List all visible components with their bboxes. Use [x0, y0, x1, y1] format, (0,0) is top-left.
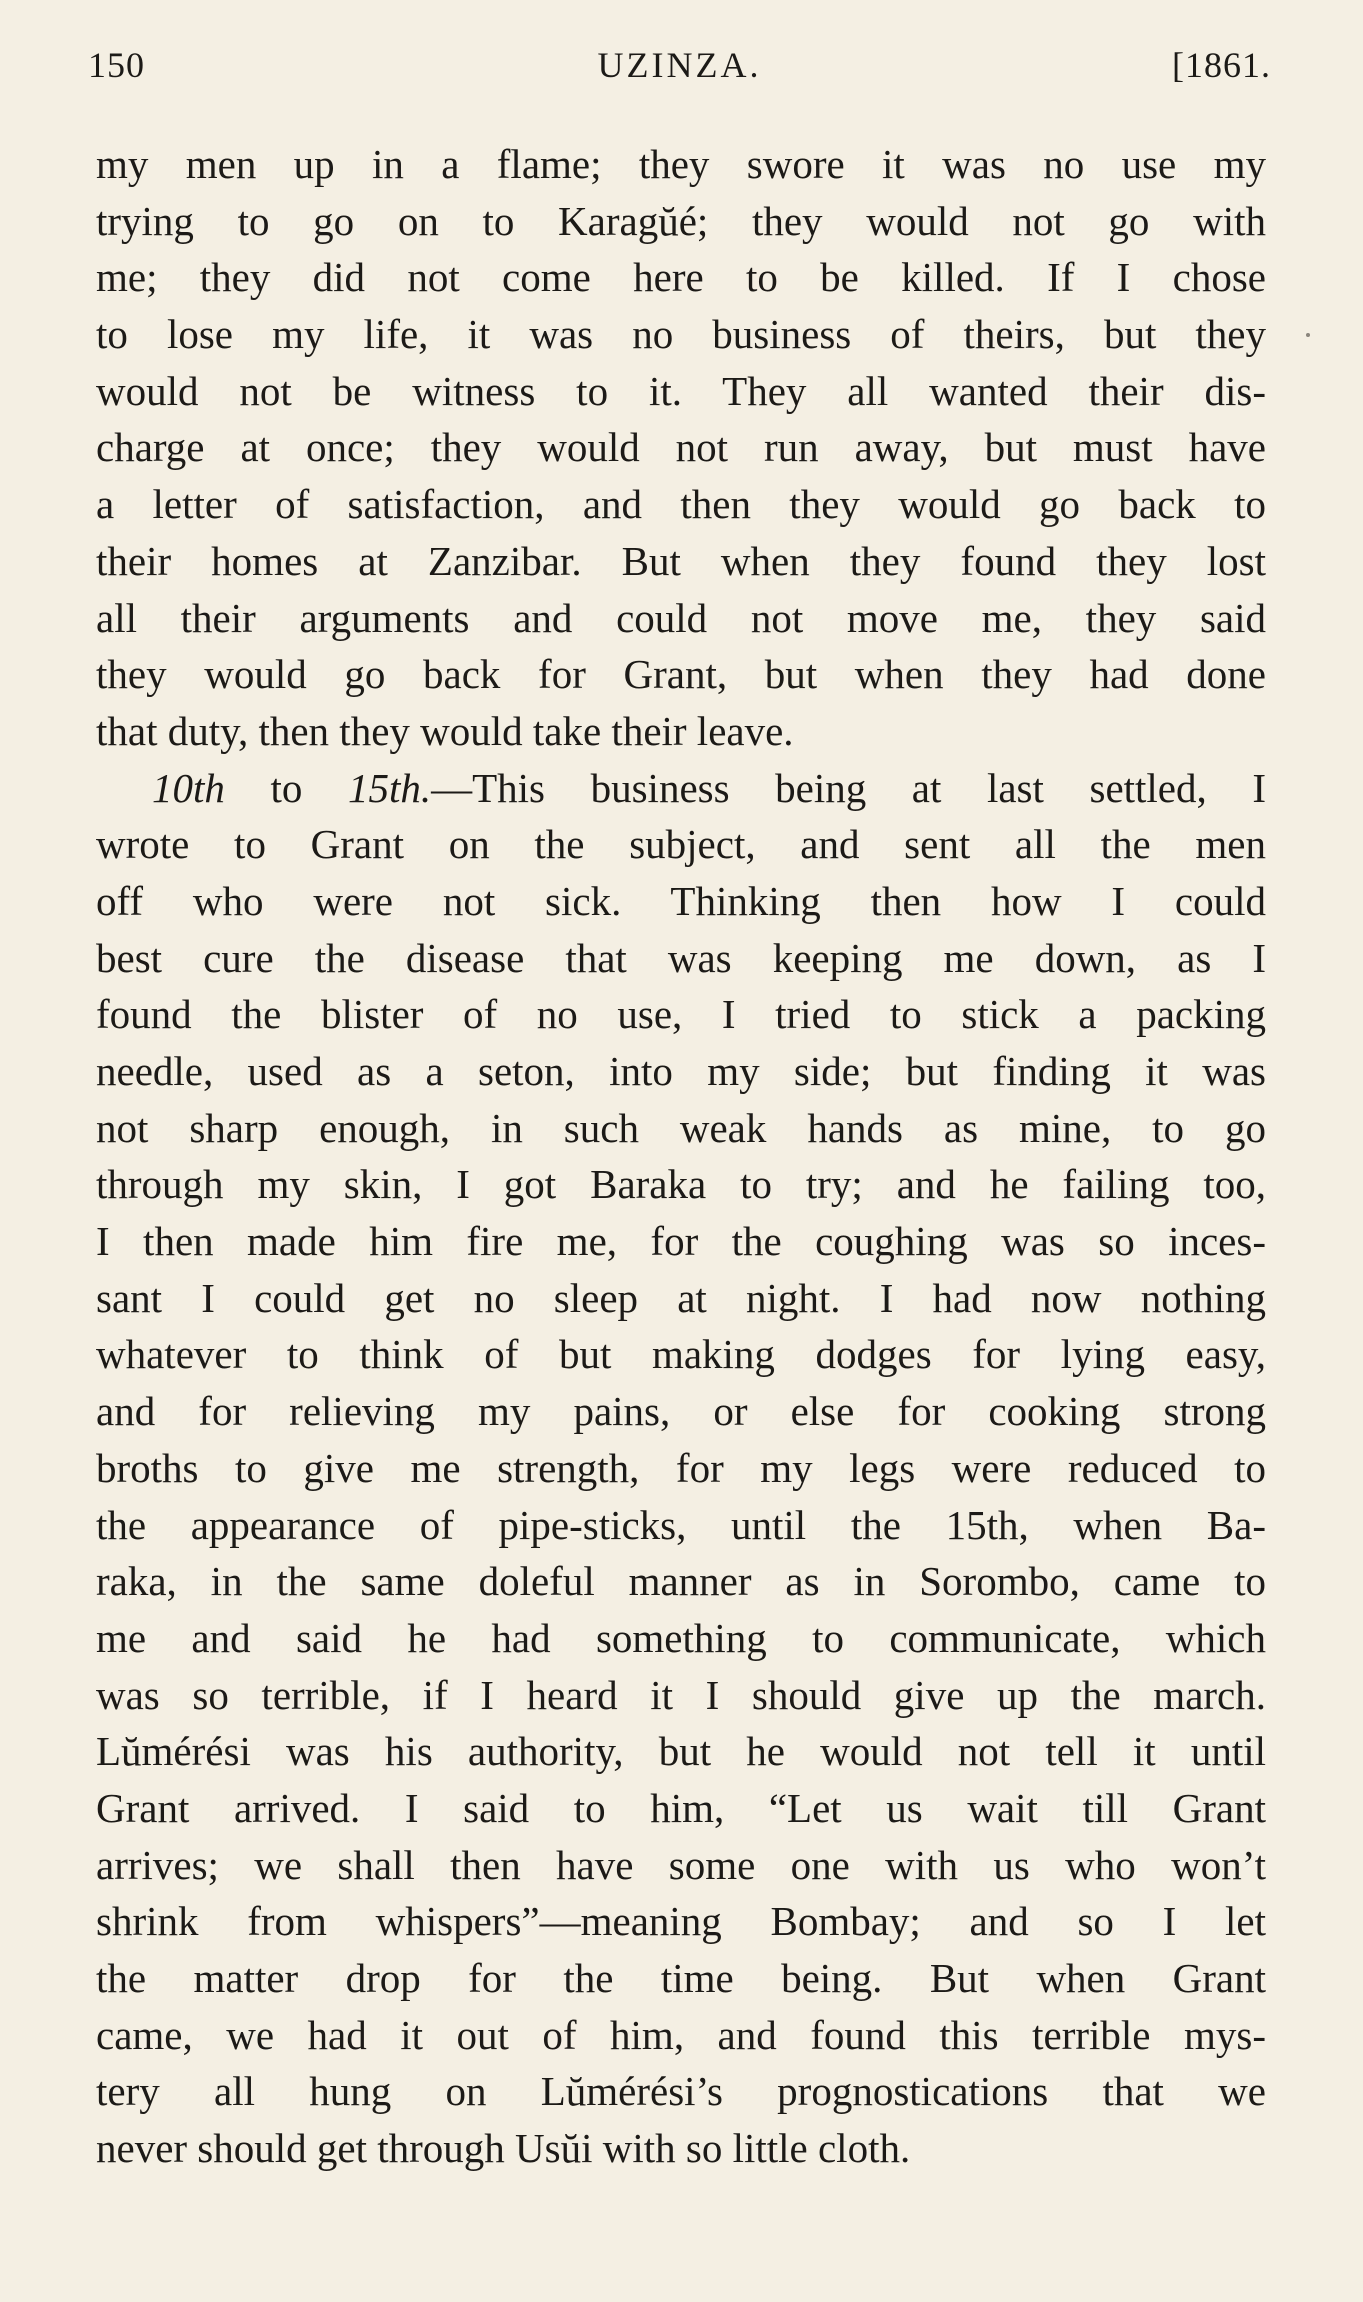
text-line: would not be witness to it. They all wanted their dis-	[96, 367, 1266, 414]
text-line: through my skin, I got Baraka to try; and he failing too,	[96, 1161, 1266, 1208]
running-title: UZINZA.	[597, 45, 762, 85]
text-line: me and said he had something to communicate, which	[96, 1614, 1266, 1661]
text-line: and for relieving my pains, or else for cooking strong	[96, 1388, 1266, 1435]
paragraph-start-line	[96, 760, 1266, 817]
text-line: arrives; we shall then have some one with us who won’t	[96, 1841, 1266, 1888]
date-connector: to	[224, 764, 348, 811]
text-line: off who were not sick. Thinking then how I could	[96, 877, 1266, 924]
text-line: me; they did not come here to be killed. If I chose	[96, 254, 1266, 301]
text-line: the appearance of pipe-sticks, until the 15th, when Ba-	[96, 1501, 1266, 1548]
ink-speck	[1306, 333, 1310, 337]
text-line: all their arguments and could not move me, they said	[96, 594, 1266, 641]
text-line: their homes at Zanzibar. But when they found they lost	[96, 537, 1266, 584]
text-line: tery all hung on Lŭmérési’s prognostications that we	[96, 2068, 1266, 2115]
page-number: 150	[88, 45, 145, 85]
text-line: to lose my life, it was no business of theirs, but they	[96, 311, 1266, 358]
text-line: needle, used as a seton, into my side; but finding it was	[96, 1048, 1266, 1094]
text-line: broths to give me strength, for my legs were reduced to	[96, 1444, 1266, 1491]
text-line: my men up in a flame; they swore it was no use my	[96, 141, 1266, 187]
text-line: they would go back for Grant, but when they had done	[96, 651, 1266, 698]
running-head	[88, 44, 1271, 104]
text-line: that duty, then they would take their leave.	[96, 707, 794, 754]
text-line: I then made him fire me, for the coughing was so inces-	[96, 1218, 1266, 1265]
text-line: best cure the disease that was keeping me down, as I	[96, 934, 1266, 981]
text-line: raka, in the same doleful manner as in Sorombo, came to	[96, 1558, 1266, 1605]
running-year: [1861.	[1172, 45, 1271, 85]
date-to: 15th.	[347, 764, 432, 811]
date-from: 10th	[152, 764, 225, 811]
body-text	[96, 136, 1266, 2177]
text-line: sant I could get no sleep at night. I had now nothing	[96, 1274, 1266, 1321]
text-line: Grant arrived. I said to him, “Let us wait till Grant	[96, 1784, 1266, 1831]
text-line: charge at once; they would not run away, but must have	[96, 424, 1266, 471]
text-line: shrink from whispers”—meaning Bombay; and so I let	[96, 1898, 1266, 1945]
text-line: came, we had it out of him, and found this terrible mys-	[96, 2011, 1266, 2058]
text-line: the matter drop for the time being. But when Grant	[96, 1955, 1266, 2001]
text-line: never should get through Usŭi with so little cloth.	[96, 2125, 911, 2172]
text-line: was so terrible, if I heard it I should give up the march.	[96, 1671, 1266, 1718]
text-line: wrote to Grant on the subject, and sent all the men	[96, 821, 1266, 868]
text-line: Lŭmérési was his authority, but he would not tell it until	[96, 1728, 1266, 1775]
text-line: found the blister of no use, I tried to stick a packing	[96, 991, 1266, 1038]
text-line: trying to go on to Karagŭé; they would not go with	[96, 197, 1266, 244]
text-line: whatever to think of but making dodges for lying easy,	[96, 1331, 1266, 1378]
text-fragment: —This business being at last settled, I	[431, 764, 1266, 811]
text-line: not sharp enough, in such weak hands as mine, to go	[96, 1104, 1266, 1151]
text-line: a letter of satisfaction, and then they would go back to	[96, 481, 1266, 528]
